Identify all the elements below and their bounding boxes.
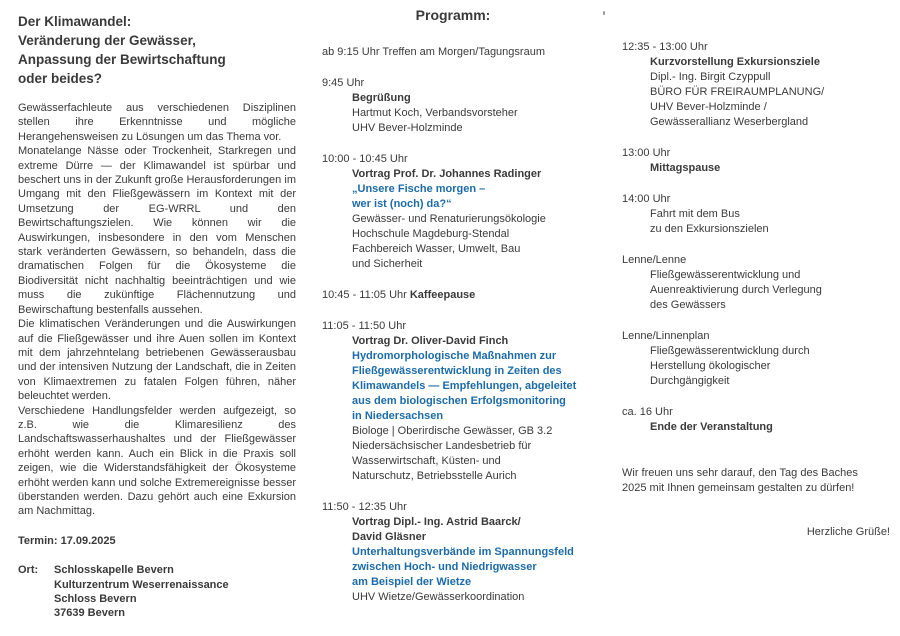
program-item-line: Auenreaktivierung durch Verlegung [650, 284, 822, 296]
location-label: Ort: [18, 564, 39, 577]
program-item-line: Naturschutz, Betriebsstelle Aurich [352, 470, 517, 482]
program-item-line: Vortrag Prof. Dr. Johannes Radinger [352, 168, 542, 180]
program-item-line: „Unsere Fische morgen – [352, 183, 486, 195]
program-item [322, 76, 584, 136]
program-item-line: Durchgängigkeit [650, 375, 730, 387]
signoff-text: Herzliche Grüße! [806, 526, 890, 538]
program-item-time: 10:45 - 11:05 Uhr Kaffeepause [322, 289, 476, 301]
program-item-line: Gewässerallianz Weserbergland [650, 116, 809, 128]
location-block [18, 563, 296, 621]
program-item-line: Hochschule Magdeburg-Stendal [352, 228, 510, 240]
program-item [322, 288, 584, 303]
program-column-right-wrap [622, 40, 890, 540]
intro-paragraph: Monatelange Nässe oder Trockenheit, Starkregen und extreme Dürre — der Klimawandel ist spürbar und beschert uns in der Zukunft große Herausforderungen im Umgang mit den Fließgewässern im Kontext mit der Umsetzung der EG-WRRL und den Bewirtschaftungszielen. Wie können wir die Auswirkungen, insbesondere in den vom Menschen stark veränderten Gewässern, so behandeln, dass die dramatischen Folgen für die Ökosysteme die Biodiversität nicht nachhaltig beeinträchtigen und wie muss die zukünftige Flächennutzung und Bewirschaftung bestenfalls aussehen. [18, 145, 296, 316]
location-line: Kulturzentrum Weserrenaissance [54, 578, 229, 591]
program-item-line: Fließgewässerentwicklung in Zeiten des [352, 365, 562, 377]
program-item-line: Dipl.- Ing. Birgit Czyppull [650, 71, 771, 83]
program-column-middle [322, 45, 584, 605]
termin-line: Termin: 17.09.2025 [18, 534, 116, 547]
program-item-line: Unterhaltungsverbände im Spannungsfeld [352, 546, 574, 558]
program-item-line: Niedersächsischer Landesbetrieb für [352, 440, 532, 452]
program-item-line: Begrüßung [352, 92, 411, 104]
program-item-time: Lenne/Linnenplan [622, 330, 710, 342]
program-item [322, 152, 584, 272]
program-item-line: Gewässer- und Renaturierungsökologie [352, 213, 546, 225]
program-item-time: 11:05 - 11:50 Uhr [322, 320, 406, 332]
program-item-details [352, 167, 584, 272]
program-item-details [650, 268, 890, 313]
location-lines [54, 563, 229, 621]
closing-text [622, 466, 890, 496]
program-item-line: Hartmut Koch, Verbandsvorsteher [352, 107, 518, 119]
program-item-line: des Gewässers [650, 299, 726, 311]
program-item-time: 10:00 - 10:45 Uhr [322, 153, 408, 165]
program-item-line: wer ist (noch) da?“ [352, 198, 452, 210]
program-item-line: zu den Exkursionszielen [650, 223, 769, 235]
program-item [622, 146, 890, 176]
program-item [622, 329, 890, 389]
program-item-details [352, 91, 584, 136]
program-column-right [622, 40, 890, 435]
program-item-line: UHV Bever-Holzminde [352, 122, 463, 134]
program-item [322, 319, 584, 484]
program-item-line: aus dem biologischen Erfolgsmonitoring [352, 395, 566, 407]
intro-paragraph: Verschiedene Handlungsfelder werden aufgezeigt, so z.B. wie die Klimaresilienz des Landschaftswasserhaushaltes und der Fließgewässer erhöht werden kann. Auch ein Blick in die Praxis soll zeigen, wie die Widerstandsfähigkeit der Ökosysteme erhöht werden kann und solche Extremereignisse besser überstanden werden. Dazu gehört auch eine Exkursion am Nachmittag. [18, 404, 296, 518]
program-item-line: Fließgewässerentwicklung durch [650, 345, 810, 357]
program-item-time: Lenne/Lenne [622, 254, 687, 266]
page-title-line: Anpassung der Bewirtschaftung [18, 52, 226, 67]
program-item [622, 192, 890, 237]
program-item [622, 405, 890, 435]
program-item-line: Fließgewässerentwicklung und [650, 269, 801, 281]
program-item-time: ca. 16 Uhr [622, 406, 673, 418]
program-item-time: 14:00 Uhr [622, 193, 671, 205]
program-item-details [650, 207, 890, 237]
program-item-details [650, 420, 890, 435]
program-item-line: Fachbereich Wasser, Umwelt, Bau [352, 243, 521, 255]
page-title-line: Der Klimawandel: [18, 14, 132, 29]
program-item [322, 45, 584, 60]
program-item-line: in Niedersachsen [352, 410, 444, 422]
page-title-line: oder beides? [18, 71, 103, 86]
program-item-time: 9:45 Uhr [322, 77, 365, 89]
program-item-line: UHV Wietze/Gewässerkoordination [352, 591, 525, 603]
closing-line: Wir freuen uns sehr darauf, den Tag des Baches [622, 467, 858, 479]
page-title-line: Veränderung der Gewässer, [18, 33, 196, 48]
program-item-line: Ende der Veranstaltung [650, 421, 773, 433]
program-item-line: Herstellung ökologischer [650, 360, 771, 372]
program-item-line: Biologe | Oberirdische Gewässer, GB 3.2 [352, 425, 553, 437]
program-item-line: Mittagspause [650, 162, 721, 174]
scan-artifact-dot [603, 11, 605, 15]
program-item-line: am Beispiel der Wietze [352, 576, 472, 588]
program-item-line: UHV Bever-Holzminde / [650, 101, 767, 113]
intro-paragraphs [18, 101, 296, 519]
program-item-line: Klimawandels — Empfehlungen, abgeleitet [352, 380, 577, 392]
program-item-line: Vortrag Dipl.- Ing. Astrid Baarck/ [352, 516, 521, 528]
program-item-time: 11:50 - 12:35 Uhr [322, 501, 407, 513]
program-item-time: ab 9:15 Uhr Treffen am Morgen/Tagungsraum [322, 46, 545, 58]
page-title [18, 12, 296, 88]
program-item-details [352, 334, 584, 484]
intro-paragraph: Gewässerfachleute aus verschiedenen Disziplinen stellen ihre Erkenntnisse und mögliche Herangehensweisen zu Lösungen um das Thema vor. [18, 102, 296, 143]
program-item-details [650, 161, 890, 176]
program-item-details [650, 344, 890, 389]
program-item-line: zwischen Hoch- und Niedrigwasser [352, 561, 537, 573]
program-item-details [352, 515, 584, 605]
program-item-inline-title: Kaffeepause [406, 289, 476, 301]
closing-line: 2025 mit Ihnen gemeinsam gestalten zu dürfen! [622, 482, 855, 494]
program-item [622, 40, 890, 130]
program-item [622, 253, 890, 313]
program-item-line: BÜRO FÜR FREIRAUMPLANUNG/ [650, 86, 825, 98]
program-item-details [650, 55, 890, 130]
location-line: 37639 Bevern [54, 607, 125, 620]
location-line: Schloss Bevern [54, 593, 137, 605]
program-item-line: Vortrag Dr. Oliver-David Finch [352, 335, 509, 347]
program-item-line: Hydromorphologische Maßnahmen zur [352, 350, 557, 362]
program-item-line: Fahrt mit dem Bus [650, 208, 740, 220]
program-item [322, 500, 584, 605]
program-item-time: 12:35 - 13:00 Uhr [622, 41, 708, 53]
program-item-line: David Gläsner [352, 531, 426, 543]
program-item-line: Wasserwirtschaft, Küsten- und [352, 455, 501, 467]
left-column [18, 12, 296, 621]
program-header: Programm: [415, 7, 491, 23]
program-item-line: Kurzvorstellung Exkursionsziele [650, 56, 820, 68]
intro-paragraph: Die klimatischen Veränderungen und die Auswirkungen auf die Fließgewässer und ihre Auen sollen im Kontext mit dem jahrzehntelang betriebenen Gewässerausbau und der intensiven Nutzung der Landschaft, die in Zeiten von Klimaextremen zu fatalen Folgen führen, näher beleuchtet werden. [18, 318, 296, 403]
program-item-time: 13:00 Uhr [622, 147, 671, 159]
program-column-left [322, 8, 584, 621]
location-line: Schlosskapelle Bevern [54, 564, 174, 577]
program-item-line: und Sicherheit [352, 258, 423, 270]
